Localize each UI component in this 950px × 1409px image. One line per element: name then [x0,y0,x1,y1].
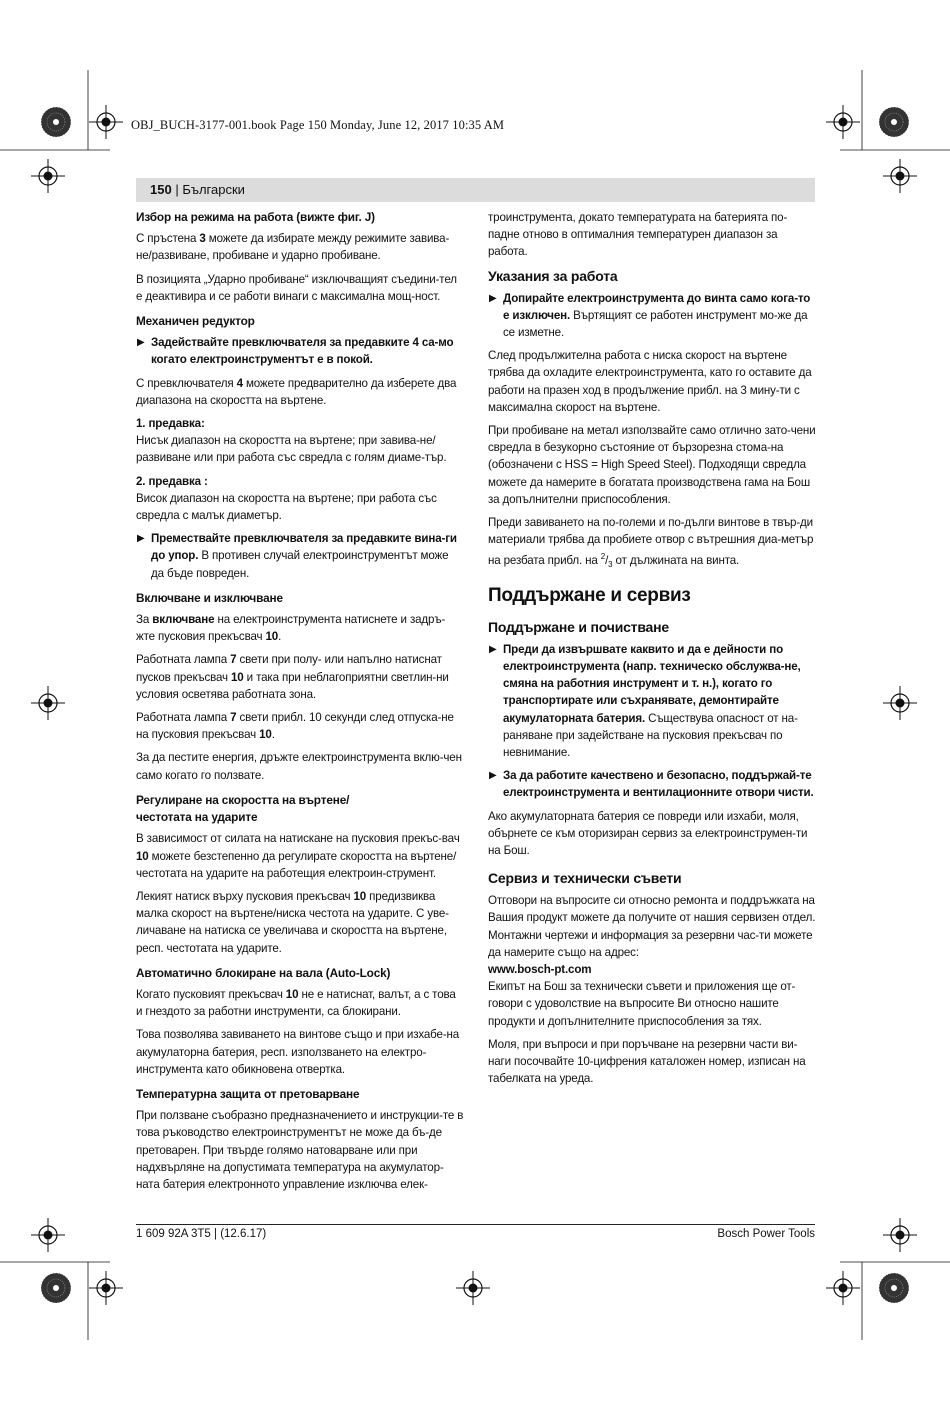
paragraph: Нисък диапазон на скоростта на въртене; при завива-не/развиване или при работа със свредла с голям диаме-тър. [136,434,447,465]
gear-title: 1. предавка: [136,417,205,431]
paragraph: Преди завиването на по-големи и по-дълги винтове в твър-ди материали трябва да пробиете отвор с вътрешния диа-метър на резбата прибл. на $^2/_3$ от дължината на винта. [488,516,814,570]
triangle-bullet-icon: ▶ [137,337,145,349]
footer-catalog-number: 1 609 92A 3T5 | (12.6.17) [136,1228,267,1240]
paragraph: След продължителна работа с ниска скорост на въртене трябва да охладите електроинструмента, като го оставите да работи на празен ход в продължение прибл. на 3 мину-ти с максимална скорост на въртене. [488,349,812,414]
page-number: 150 [150,182,172,197]
paragraph: В позицията „Ударно пробиване“ изключващият съедини-тел е деактивира и се работи винаги с максимална мощ-ност. [136,272,457,303]
triangle-bullet-icon: ▶ [137,533,145,545]
footer-brand: Bosch Power Tools [717,1228,815,1240]
warning-bullet: ▶ За да работите качествено и безопасно, поддържай-те електроинструмента и вентилационните отвори чисти. [489,769,814,800]
paragraph: троинструмента, докато температурата на батерията по-падне отново в оптималния температурен диапазон за работа. [488,211,788,259]
paragraph: За да пестите енергия, дръжте електроинструмента вклю-чен само когато го ползвате. [136,751,462,782]
sunburst-target [879,1273,909,1303]
paragraph: Моля, при въпроси и при поръчване на резервни части ви-наги посочвайте 10-цифрения каталожен номер, изписан на табелката на уреда. [488,1037,806,1086]
section-title: Температурна защита от претоварване [136,1086,360,1101]
paragraph: При пробиване на метал използвайте само отлично зато-чени свредла в безукорно състояние от бързорезна стома-на (обозначени с HSS = High Speed Steel). Подходящи свредла можете да намерите в богатата производствена гама на Бош за допълнителни приспособления. [488,424,816,506]
triangle-bullet-icon: ▶ [489,770,497,782]
paragraph: С пръстена 3 можете да избирате между режимите завива-не/развиване, пробиване и ударно пробиване. [136,232,450,263]
paragraph: Работната лампа 7 свети прибл. 10 секунди след отпуска-не на пусковия прекъсвач 10. [136,711,454,742]
section-heading: Поддържане и почистване [488,618,669,635]
header-separator: | [171,182,183,197]
footer-divider [136,1224,815,1225]
paragraph: За включване на електроинструмента натиснете и задръ-жте пусковия прекъсвач 10. [136,613,446,644]
warning-bullet: ▶ Премествайте превключвателя за предавките вина-ги до упор. В противен случай електроинструментът може да бъде повреден. [137,532,457,580]
sunburst-target [879,107,909,137]
paragraph: Когато пусковият прекъсвач 10 не е натиснат, валът, а с това и гнездото за работни инструменти, са блокирани. [136,987,456,1019]
left-column [136,209,464,1199]
section-title: честотата на ударите [136,810,258,825]
paragraph: При ползване съобразно предназначението и инструкции-те в това ръководство електроинструментът не може да бъ-де претоварен. При твърде голямо натоварване или при надхвърляне на допустимата температура на акумулатор-ната батерия електронното управление изключва елек- [136,1109,464,1191]
paragraph: В зависимост от силата на натискане на пусковия прекъс-вач 10 можете безстепенно да регулирате скоростта на въртене/честотата на ударите на работещия електроин-струмент. [136,832,460,880]
paragraph: Екипът на Бош за технически съвети и приложения ще от-говори с удоволствие на въпросите Ви относно нашите продукти и допълнителните приспособления за тях. [488,980,796,1028]
section-title: Автоматично блокиране на вала (Auto-Lock) [136,965,391,980]
paragraph: Това позволява завиването на винтове също и при изхабе-на акумулаторна батерия, респ. използването на електро-инструмента като обикновена отвертка. [136,1028,460,1076]
right-column [488,209,816,1094]
gear-title: 2. предавка : [136,474,208,488]
warning-bullet: ▶ Задействайте превключвателя за предавките 4 са-мо когато електроинструментът е в покой. [137,336,454,367]
section-title: Включване и изключване [136,590,283,605]
sunburst-target [41,1273,71,1303]
paragraph: Висок диапазон на скоростта на въртене; при работа със свредла с малък диаметър. [136,491,437,523]
website-link[interactable]: www.bosch-pt.com [488,963,592,977]
paragraph: Работната лампа 7 свети при полу- или напълно натиснат пусков прекъсвач 10 и така при неблагоприятни светлин-ни условия осветява работната зона. [136,653,449,701]
warning-bullet: ▶ Преди да извършвате каквито и да е дейности по електроинструмента (напр. техническо обслужва-не, смяна на работния инструмент и т. н.), когато го транспортирате или съхранявате, демонтирайте акумулаторната батерия. Съществува опасност от на-раняване при задействане на пусковия прекъсвач по невнимание. [489,642,801,760]
section-title: Регулиране на скоростта на въртене/ [136,792,350,807]
warning-bullet: ▶ Допирайте електроинструмента до винта само кога-то е изключен. Въртящият се работен инструмент мо-же да се изметне. [489,291,811,340]
triangle-bullet-icon: ▶ [489,643,497,655]
paragraph: Отговори на въпросите си относно ремонта и поддръжката на Вашия продукт можете да получите от нашия сервизен отдел. Монтажни чертежи и информация за резервни час-ти можете да намерите също на адрес: [488,894,816,959]
sunburst-target [41,107,71,137]
chapter-heading: Поддържане и сервиз [488,584,691,606]
paragraph: Лекият натиск върху пусковия прекъсвач 10 предизвиква малка скорост на въртене/ниска честота на ударите. С уве-личаване на натиска се увеличава и скоростта на въртене, респ. честотата на ударите. [136,889,449,955]
language-label: Български [182,182,245,197]
triangle-bullet-icon: ▶ [489,292,497,304]
paragraph: С превключвателя 4 можете предварително да изберете два диапазона на скоростта на въртене. [136,376,457,407]
section-title: Избор на режима на работа (вижте фиг. J) [136,210,375,224]
section-heading: Указания за работа [488,267,618,284]
section-title: Механичен редуктор [136,314,255,329]
page-header [136,178,815,202]
section-heading: Сервиз и технически съвети [488,870,682,887]
file-slug-line: OBJ_BUCH-3177-001.book Page 150 Monday, June 12, 2017 10:35 AM [131,118,505,132]
paragraph: Ако акумулаторната батерия се повреди или изхаби, моля, обърнете се към оторизиран сервиз за електроинструмен-ти на Бош. [488,809,808,858]
